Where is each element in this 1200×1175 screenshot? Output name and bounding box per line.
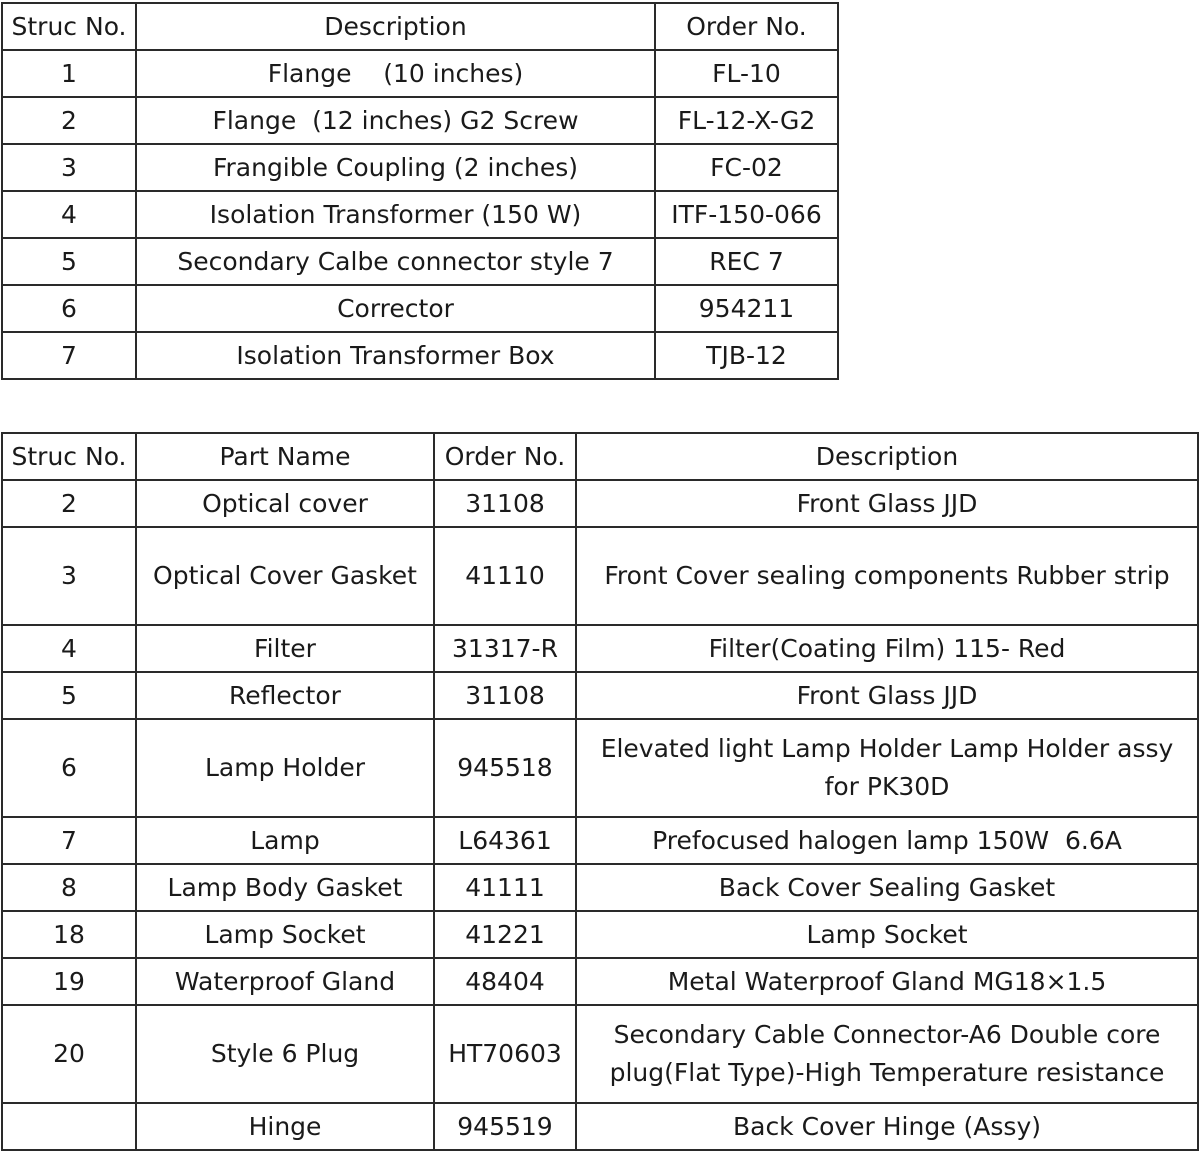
parts-table-bottom bbox=[1, 432, 1199, 1151]
order-no-cell: 31317-R bbox=[434, 625, 576, 672]
description-cell: Isolation Transformer Box bbox=[136, 332, 655, 379]
table-row bbox=[2, 625, 1198, 672]
part-name-cell: Reflector bbox=[136, 672, 434, 719]
column-header-part-name: Part Name bbox=[136, 433, 434, 480]
order-no-cell: 48404 bbox=[434, 958, 576, 1005]
table-row bbox=[2, 1005, 1198, 1103]
description-cell: Back Cover Sealing Gasket bbox=[576, 864, 1198, 911]
description-cell: Frangible Coupling (2 inches) bbox=[136, 144, 655, 191]
description-cell: Lamp Socket bbox=[576, 911, 1198, 958]
struc-no-cell: 3 bbox=[2, 527, 136, 625]
table-row bbox=[2, 332, 838, 379]
struc-no-cell: 2 bbox=[2, 480, 136, 527]
description-cell: Front Cover sealing components Rubber strip bbox=[576, 527, 1198, 625]
struc-no-cell: 20 bbox=[2, 1005, 136, 1103]
struc-no-cell: 6 bbox=[2, 719, 136, 817]
table-row bbox=[2, 817, 1198, 864]
struc-no-cell: 8 bbox=[2, 864, 136, 911]
table-row bbox=[2, 50, 838, 97]
description-cell: Metal Waterproof Gland MG18×1.5 bbox=[576, 958, 1198, 1005]
part-name-cell: Lamp bbox=[136, 817, 434, 864]
order-no-cell: 41221 bbox=[434, 911, 576, 958]
description-cell: Front Glass JJD bbox=[576, 480, 1198, 527]
struc-no-cell: 4 bbox=[2, 625, 136, 672]
table-row bbox=[2, 719, 1198, 817]
description-cell: Filter(Coating Film) 115- Red bbox=[576, 625, 1198, 672]
order-no-cell: FC-02 bbox=[655, 144, 838, 191]
part-name-cell: Optical cover bbox=[136, 480, 434, 527]
order-no-cell: 954211 bbox=[655, 285, 838, 332]
description-cell: Elevated light Lamp Holder Lamp Holder assy for PK30D bbox=[576, 719, 1198, 817]
column-header-order-no: Order No. bbox=[655, 3, 838, 50]
struc-no-cell: 7 bbox=[2, 817, 136, 864]
struc-no-cell: 5 bbox=[2, 672, 136, 719]
column-header-struc-no: Struc No. bbox=[2, 433, 136, 480]
table-row bbox=[2, 527, 1198, 625]
order-no-cell: 41111 bbox=[434, 864, 576, 911]
order-no-cell: 31108 bbox=[434, 672, 576, 719]
struc-no-cell: 2 bbox=[2, 97, 136, 144]
description-cell: Secondary Calbe connector style 7 bbox=[136, 238, 655, 285]
table-row bbox=[2, 285, 838, 332]
table-row bbox=[2, 672, 1198, 719]
column-header-order-no: Order No. bbox=[434, 433, 576, 480]
table-row bbox=[2, 958, 1198, 1005]
column-header-description: Description bbox=[136, 3, 655, 50]
description-cell: Prefocused halogen lamp 150W 6.6A bbox=[576, 817, 1198, 864]
struc-no-cell: 4 bbox=[2, 191, 136, 238]
order-no-cell: REC 7 bbox=[655, 238, 838, 285]
description-cell: Back Cover Hinge (Assy) bbox=[576, 1103, 1198, 1150]
struc-no-cell: 19 bbox=[2, 958, 136, 1005]
part-name-cell: Lamp Socket bbox=[136, 911, 434, 958]
part-name-cell: Filter bbox=[136, 625, 434, 672]
part-name-cell: Lamp Body Gasket bbox=[136, 864, 434, 911]
table-header-row bbox=[2, 3, 838, 50]
description-cell: Secondary Cable Connector-A6 Double core plug(Flat Type)-High Temperature resistance bbox=[576, 1005, 1198, 1103]
description-cell: Front Glass JJD bbox=[576, 672, 1198, 719]
order-no-cell: 945519 bbox=[434, 1103, 576, 1150]
order-no-cell: FL-12-X-G2 bbox=[655, 97, 838, 144]
table-row bbox=[2, 97, 838, 144]
order-no-cell: 945518 bbox=[434, 719, 576, 817]
part-name-cell: Style 6 Plug bbox=[136, 1005, 434, 1103]
struc-no-cell: 7 bbox=[2, 332, 136, 379]
table-row bbox=[2, 864, 1198, 911]
description-cell: Flange (12 inches) G2 Screw bbox=[136, 97, 655, 144]
order-no-cell: L64361 bbox=[434, 817, 576, 864]
description-cell: Isolation Transformer (150 W) bbox=[136, 191, 655, 238]
description-cell: Corrector bbox=[136, 285, 655, 332]
order-no-cell: 31108 bbox=[434, 480, 576, 527]
part-name-cell: Optical Cover Gasket bbox=[136, 527, 434, 625]
order-no-cell: TJB-12 bbox=[655, 332, 838, 379]
struc-no-cell bbox=[2, 1103, 136, 1150]
table-row bbox=[2, 480, 1198, 527]
struc-no-cell: 6 bbox=[2, 285, 136, 332]
struc-no-cell: 18 bbox=[2, 911, 136, 958]
order-no-cell: ITF-150-066 bbox=[655, 191, 838, 238]
table-row bbox=[2, 191, 838, 238]
table-row bbox=[2, 238, 838, 285]
table-row bbox=[2, 911, 1198, 958]
table-header-row bbox=[2, 433, 1198, 480]
part-name-cell: Hinge bbox=[136, 1103, 434, 1150]
table-row bbox=[2, 144, 838, 191]
order-no-cell: FL-10 bbox=[655, 50, 838, 97]
part-name-cell: Lamp Holder bbox=[136, 719, 434, 817]
struc-no-cell: 5 bbox=[2, 238, 136, 285]
order-no-cell: HT70603 bbox=[434, 1005, 576, 1103]
table-row bbox=[2, 1103, 1198, 1150]
description-cell: Flange (10 inches) bbox=[136, 50, 655, 97]
order-table-top bbox=[1, 2, 839, 380]
part-name-cell: Waterproof Gland bbox=[136, 958, 434, 1005]
struc-no-cell: 3 bbox=[2, 144, 136, 191]
order-no-cell: 41110 bbox=[434, 527, 576, 625]
column-header-struc-no: Struc No. bbox=[2, 3, 136, 50]
struc-no-cell: 1 bbox=[2, 50, 136, 97]
column-header-description: Description bbox=[576, 433, 1198, 480]
